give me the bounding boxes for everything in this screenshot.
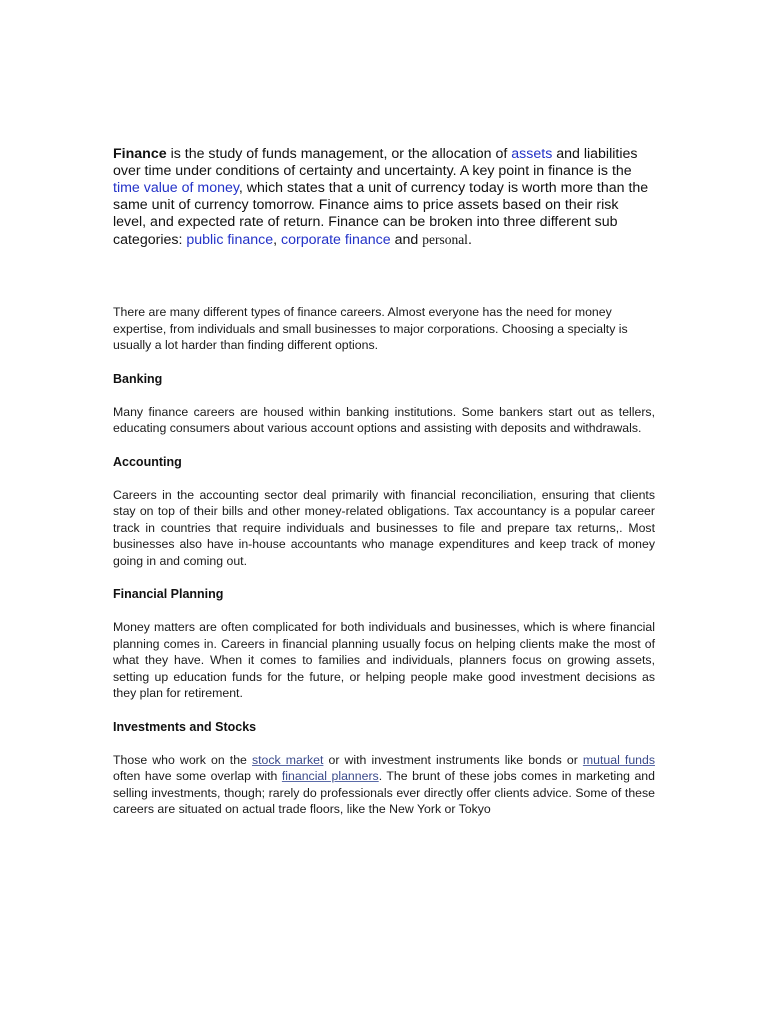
investments-paragraph xyxy=(113,752,655,818)
investments-text-1: Those who work on the xyxy=(113,752,252,767)
investments-text-4: . The brunt of these jobs comes in marketing and selling investments, though; rarely do professionals ever directly offer clients advice. Some of these careers are situated on actual trade floors, like the New York or Tokyo xyxy=(113,769,655,816)
investments-heading: Investments and Stocks xyxy=(113,719,257,734)
banking-paragraph: Many finance careers are housed within banking institutions. Some bankers start out as tellers, educating consumers about various account options and assisting with deposits and withdrawals. xyxy=(113,404,655,435)
time-value-of-money-link[interactable]: time value of money xyxy=(113,180,239,196)
intro-text-5: and xyxy=(390,232,423,248)
accounting-heading: Accounting xyxy=(113,454,182,469)
investments-text-2: or with investment instruments like bonds or xyxy=(323,752,583,767)
mutual-funds-link[interactable]: mutual funds xyxy=(582,752,655,767)
investments-text-3: often have some overlap with xyxy=(113,769,282,783)
public-finance-link[interactable]: public finance xyxy=(186,232,274,248)
financial-planners-link[interactable]: financial planners xyxy=(281,769,379,783)
financial-planning-paragraph: Money matters are often complicated for both individuals and businesses, which is where financial planning comes in. Careers in financial planning usually focus on helping clients make the most of what they have. When it comes to families and individuals, planners focus on growing assets, setting up education funds for the future, or helping people make good investment decisions as they plan for retirement. xyxy=(113,620,655,700)
intro-text-3: , which states that a unit of currency today is worth more than the same unit of currency tomorrow. Finance aims to price assets based on their risk level, and expected rate of return. Finance can be broken into three different sub categories: xyxy=(113,180,649,248)
careers-intro-paragraph: There are many different types of finance careers. Almost everyone has the need for money expertise, from individuals and small businesses to major corporations. Choosing a specialty is usually a lot harder than finding different options. xyxy=(113,305,628,352)
banking-heading: Banking xyxy=(113,371,163,386)
intro-text-1: is the study of funds management, or the allocation of xyxy=(166,146,512,162)
assets-link[interactable]: assets xyxy=(511,146,553,162)
accounting-paragraph: Careers in the accounting sector deal primarily with financial reconciliation, ensuring that clients stay on top of their bills and other money-related obligations. Tax accountancy is a popular career track in countries that require individuals and businesses to file and prepare tax returns,. Most businesses also have in-house accountants who manage expenditures and keep track of money going in and coming out. xyxy=(113,487,655,568)
intro-text-2: and liabilities over time under conditions of certainty and uncertainty. A key point in finance is the xyxy=(113,146,638,179)
corporate-finance-link[interactable]: corporate finance xyxy=(281,232,391,248)
personal-word: personal xyxy=(422,232,468,247)
intro-paragraph xyxy=(113,146,655,249)
financial-planning-heading: Financial Planning xyxy=(113,587,224,601)
finance-term: Finance xyxy=(113,146,167,162)
intro-text-6: . xyxy=(467,232,472,248)
intro-text-4: , xyxy=(273,232,281,248)
stock-market-link[interactable]: stock market xyxy=(251,752,324,767)
document-page xyxy=(113,146,655,818)
